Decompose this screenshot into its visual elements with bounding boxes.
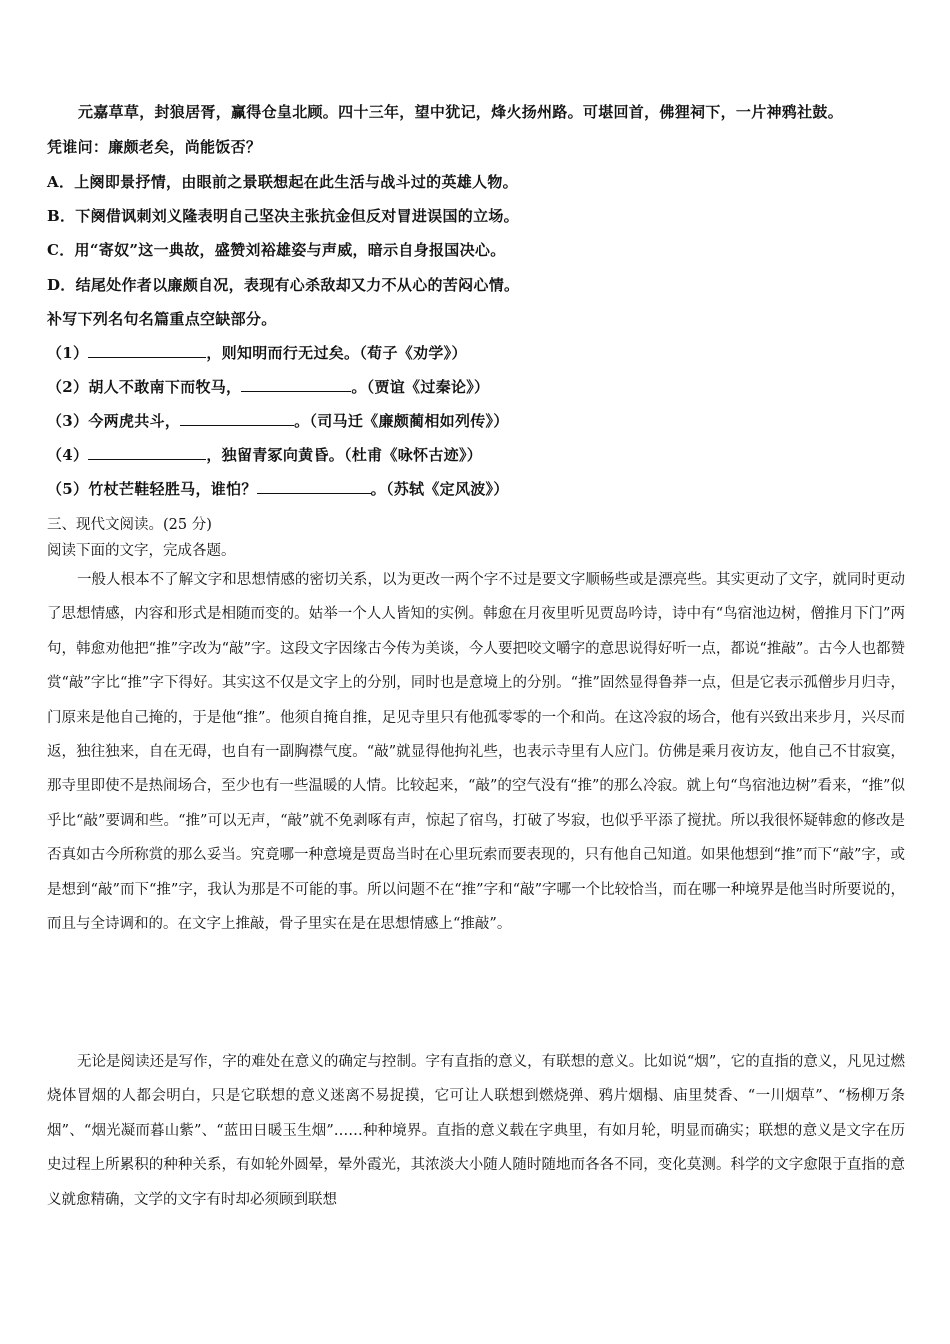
passage-paragraph-1: 一般人根本不了解文字和思想情感的密切关系，以为更改一两个字不过是要文字顺畅些或是漂亮些。其实更动了文字，就同时更动了思想情感，内容和形式是相随而变的。姑举一个人人皆知的实例。韩愈在月夜里听见贾岛吟诗，诗中有“鸟宿池边树，僧推月下门”两句，韩愈劝他把“推”字改为“敲”字。这段文字因缘古今传为美谈，今人要把咬文嚼字的意思说得好听一点，都说“推敲”。古今人也都赞赏“敲”字比“推”字下得好。其实这不仅是文字上的分别，同时也是意境上的分别。“推”固然显得鲁莽一点，但是它表示孤僧步月归寺，门原来是他自己掩的，于是他“推”。他须自掩自推，足见寺里只有他孤零零的一个和尚。在这冷寂的场合，他有兴致出来步月，兴尽而返，独往独来，自在无碍，也自有一副胸襟气度。“敲”就显得他拘礼些，也表示寺里有人应门。仿佛是乘月夜访友，他自己不甘寂寞，那寺里即使不是热闹场合，至少也有一些温暖的人情。比较起来，“敲”的空气没有“推”的那么冷寂。就上句“鸟宿池边树”看来，“推”似乎比“敲”要调和些。“推”可以无声，“敲”就不免剥啄有声，惊起了宿鸟，打破了岑寂，也似乎平添了搅扰。所以我很怀疑韩愈的修改是否真如古今所称赏的那么妥当。究竟哪一种意境是贾岛当时在心里玩索而要表现的，只有他自己知道。如果他想到“推”而下“敲”字，或是想到“敲”而下“推”字，我认为那是不可能的事。所以问题不在“推”字和“敲”字哪一个比较恰当，而在哪一种境界是他当时所要说的，而且与全诗调和的。在文字上推敲，骨子里实在是在思想情感上“推敲”。 — [47, 572, 905, 933]
fill-item-suffix: 。（贾谊《过秦论》） — [351, 378, 490, 396]
fill-item-prefix: （1） — [47, 344, 89, 362]
fill-item-prefix: （3）今两虎共斗， — [47, 412, 181, 430]
option-b: B．下阕借讽刺刘义隆表明自己坚决主张抗金但反对冒进误国的立场。 — [47, 207, 519, 225]
poem-line-2: 凭谁问：廉颇老矣，尚能饭否？ — [47, 138, 262, 156]
fill-instruction: 补写下列名句名篇重点空缺部分。 — [47, 310, 277, 328]
answer-blank — [180, 411, 294, 426]
fill-item-suffix: ，独留青冢向黄昏。（杜甫《咏怀古迹》） — [206, 446, 483, 464]
poem-line-1: 元嘉草草，封狼居胥，赢得仓皇北顾。四十三年，望中犹记，烽火扬州路。可堪回首，佛狸祠下，一片神鸦社鼓。 — [78, 103, 844, 121]
fill-item-suffix: 。（司马迁《廉颇蔺相如列传》） — [294, 412, 509, 430]
fill-item-suffix: 。（苏轼《定风波》） — [370, 480, 509, 498]
fill-item-suffix: ，则知明而行无过矣。（荀子《劝学》） — [206, 344, 467, 362]
fill-item-prefix: （2）胡人不敢南下而牧马， — [47, 378, 242, 396]
section-heading: 三、现代文阅读。(25 分) — [47, 517, 212, 533]
option-c: C．用“寄奴”这一典故，盛赞刘裕雄姿与声威，暗示自身报国决心。 — [47, 241, 506, 259]
fill-item-1 — [47, 342, 467, 363]
answer-blank — [257, 479, 371, 494]
fill-item-4 — [47, 444, 482, 465]
reading-instruction: 阅读下面的文字，完成各题。 — [47, 543, 236, 559]
option-a: A．上阕即景抒情，由眼前之景联想起在此生活与战斗过的英雄人物。 — [47, 173, 518, 191]
fill-item-prefix: （4） — [47, 446, 89, 464]
answer-blank — [241, 377, 351, 392]
fill-item-2 — [47, 376, 489, 397]
passage-paragraph-2: 无论是阅读还是写作，字的难处在意义的确定与控制。字有直指的意义，有联想的意义。比如说“烟”，它的直指的意义，凡见过燃烧体冒烟的人都会明白，只是它联想的意义迷离不易捉摸，它可让人联想到燃烧弹、鸦片烟榻、庙里焚香、“一川烟草”、“杨柳万条烟”、“烟光凝而暮山紫”、“蓝田日暖玉生烟”……种种境界。直指的意义载在字典里，有如月轮，明显而确实；联想的意义是文字在历史过程上所累积的种种关系，有如轮外圆晕，晕外霞光，其浓淡大小随人随时随地而各各不同，变化莫测。科学的文字愈限于直指的意义就愈精确，文学的文字有时却必须顾到联想 — [47, 1054, 905, 1208]
answer-blank — [88, 445, 206, 460]
fill-item-5 — [47, 478, 509, 499]
fill-item-prefix: （5）竹杖芒鞋轻胜马，谁怕？ — [47, 480, 257, 498]
option-d: D．结尾处作者以廉颇自况，表现有心杀敌却又力不从心的苦闷心情。 — [47, 276, 520, 294]
fill-item-3 — [47, 410, 509, 431]
answer-blank — [88, 343, 206, 358]
